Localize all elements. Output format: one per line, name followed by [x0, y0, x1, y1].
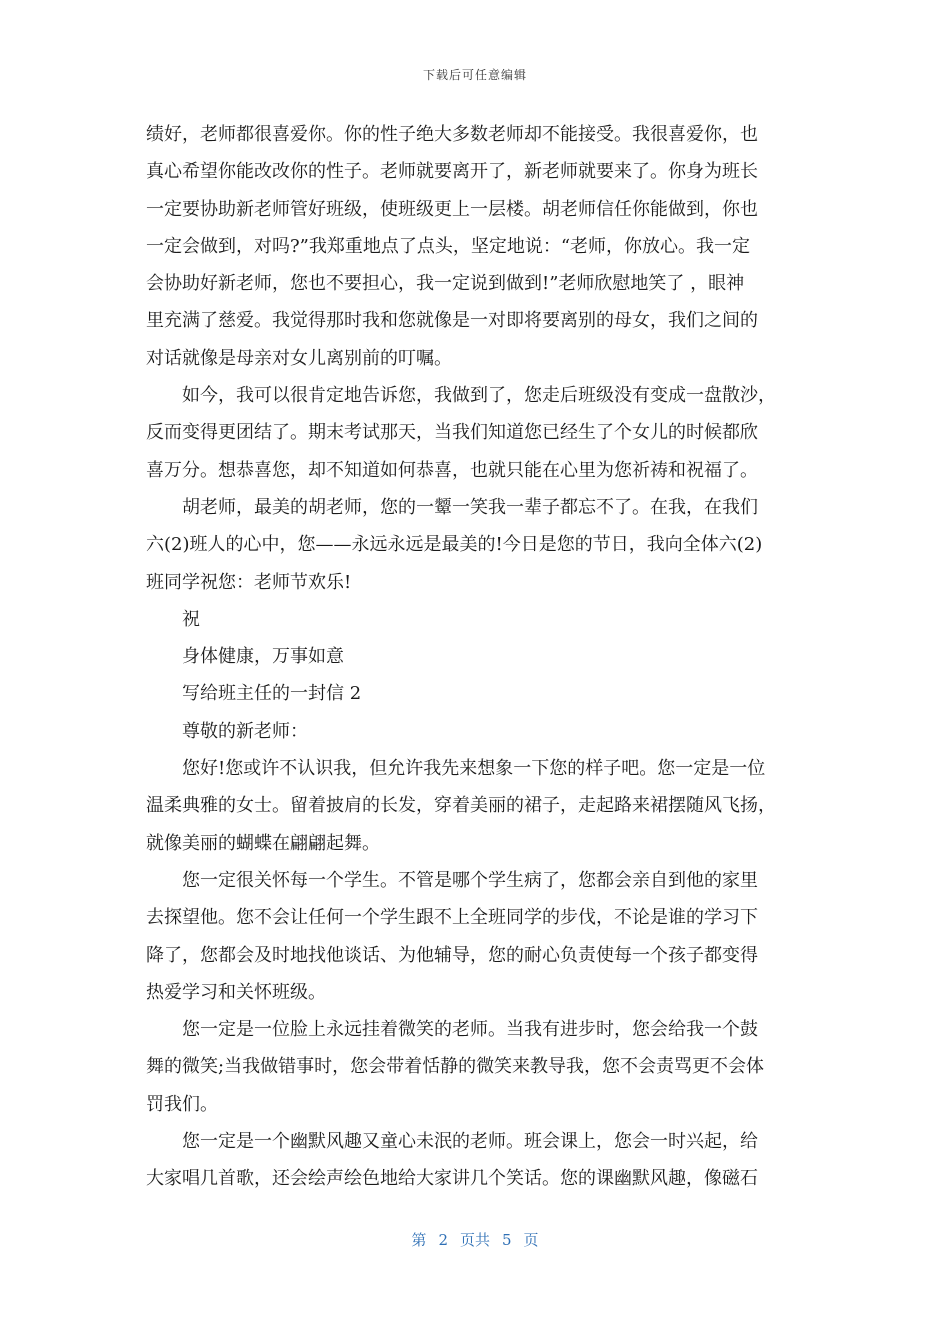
text-line: 去探望他。您不会让任何一个学生跟不上全班同学的步伐，不论是谁的学习下 [146, 907, 758, 929]
text-line: 您一定是一个幽默风趣又童心未泯的老师。班会课上，您会一时兴起，给 [182, 1131, 758, 1153]
text-line: 大家唱几首歌，还会绘声绘色地给大家讲几个笑话。您的课幽默风趣，像磁石 [146, 1168, 758, 1190]
text-line: 就像美丽的蝴蝶在翩翩起舞。 [146, 832, 380, 854]
text-line: 班同学祝您：老师节欢乐! [146, 571, 352, 593]
page-footer [0, 1229, 950, 1250]
text-line: 对话就像是母亲对女儿离别前的叮嘱。 [146, 347, 452, 369]
text-line: 里充满了慈爱。我觉得那时我和您就像是一对即将要离别的母女，我们之间的 [146, 310, 758, 332]
text-line: 写给班主任的一封信 2 [182, 683, 362, 705]
text-line: 六(2)班人的心中，您——永远永远是最美的!今日是您的节日，我向全体六(2) [146, 534, 763, 556]
footer-end-label: 页 [523, 1231, 539, 1249]
page-header: 下载后可任意编辑 [422, 68, 527, 82]
text-line: 您一定是一位脸上永远挂着微笑的老师。当我有进步时，您会给我一个鼓 [182, 1019, 758, 1041]
document-body [146, 116, 811, 1198]
text-line: 喜万分。想恭喜您，却不知道如何恭喜，也就只能在心里为您祈祷和祝福了。 [146, 459, 758, 481]
text-line: 祝 [182, 608, 200, 630]
text-line: 真心希望你能改改你的性子。老师就要离开了，新老师就要来了。你身为班长 [146, 161, 758, 183]
text-line: 您一定很关怀每一个学生。不管是哪个学生病了，您都会亲自到他的家里 [182, 869, 758, 891]
text-line: 一定要协助新老师管好班级，使班级更上一层楼。胡老师信任你能做到，你也 [146, 198, 758, 220]
text-line: 热爱学习和关怀班级。 [146, 981, 326, 1003]
text-line: 会协助好新老师，您也不要担心，我一定说到做到!”老师欣慰地笑了 ，眼神 [146, 273, 745, 295]
footer-total-pages: 5 [502, 1231, 512, 1249]
text-line: 尊敬的新老师： [182, 720, 308, 742]
text-line: 降了，您都会及时地找他谈话、为他辅导，您的耐心负责使每一个孩子都变得 [146, 944, 758, 966]
text-line: 反而变得更团结了。期末考试那天，当我们知道您已经生了个女儿的时候都欣 [146, 422, 758, 444]
text-line: 胡老师，最美的胡老师，您的一颦一笑我一辈子都忘不了。在我，在我们 [182, 496, 758, 518]
text-line: 罚我们。 [146, 1093, 218, 1115]
footer-of-label: 页共 [459, 1231, 490, 1249]
text-line: 如今，我可以很肯定地告诉您，我做到了，您走后班级没有变成一盘散沙， [182, 385, 776, 407]
text-line: 绩好，老师都很喜爱你。你的性子绝大多数老师却不能接受。我很喜爱你，也 [146, 124, 758, 145]
text-line: 一定会做到，对吗?”我郑重地点了点头，坚定地说：“老师，你放心。我一定 [146, 235, 751, 257]
text-line: 您好!您或许不认识我，但允许我先来想象一下您的样子吧。您一定是一位 [182, 758, 766, 780]
footer-page-label: 第 [411, 1231, 427, 1249]
text-line: 温柔典雅的女士。留着披肩的长发，穿着美丽的裙子，走起路来裙摆随风飞扬， [146, 795, 776, 817]
text-line: 身体健康，万事如意 [182, 646, 344, 668]
text-line: 舞的微笑;当我做错事时，您会带着恬静的微笑来教导我，您不会责骂更不会体 [146, 1056, 765, 1078]
footer-current-page: 2 [438, 1231, 448, 1249]
